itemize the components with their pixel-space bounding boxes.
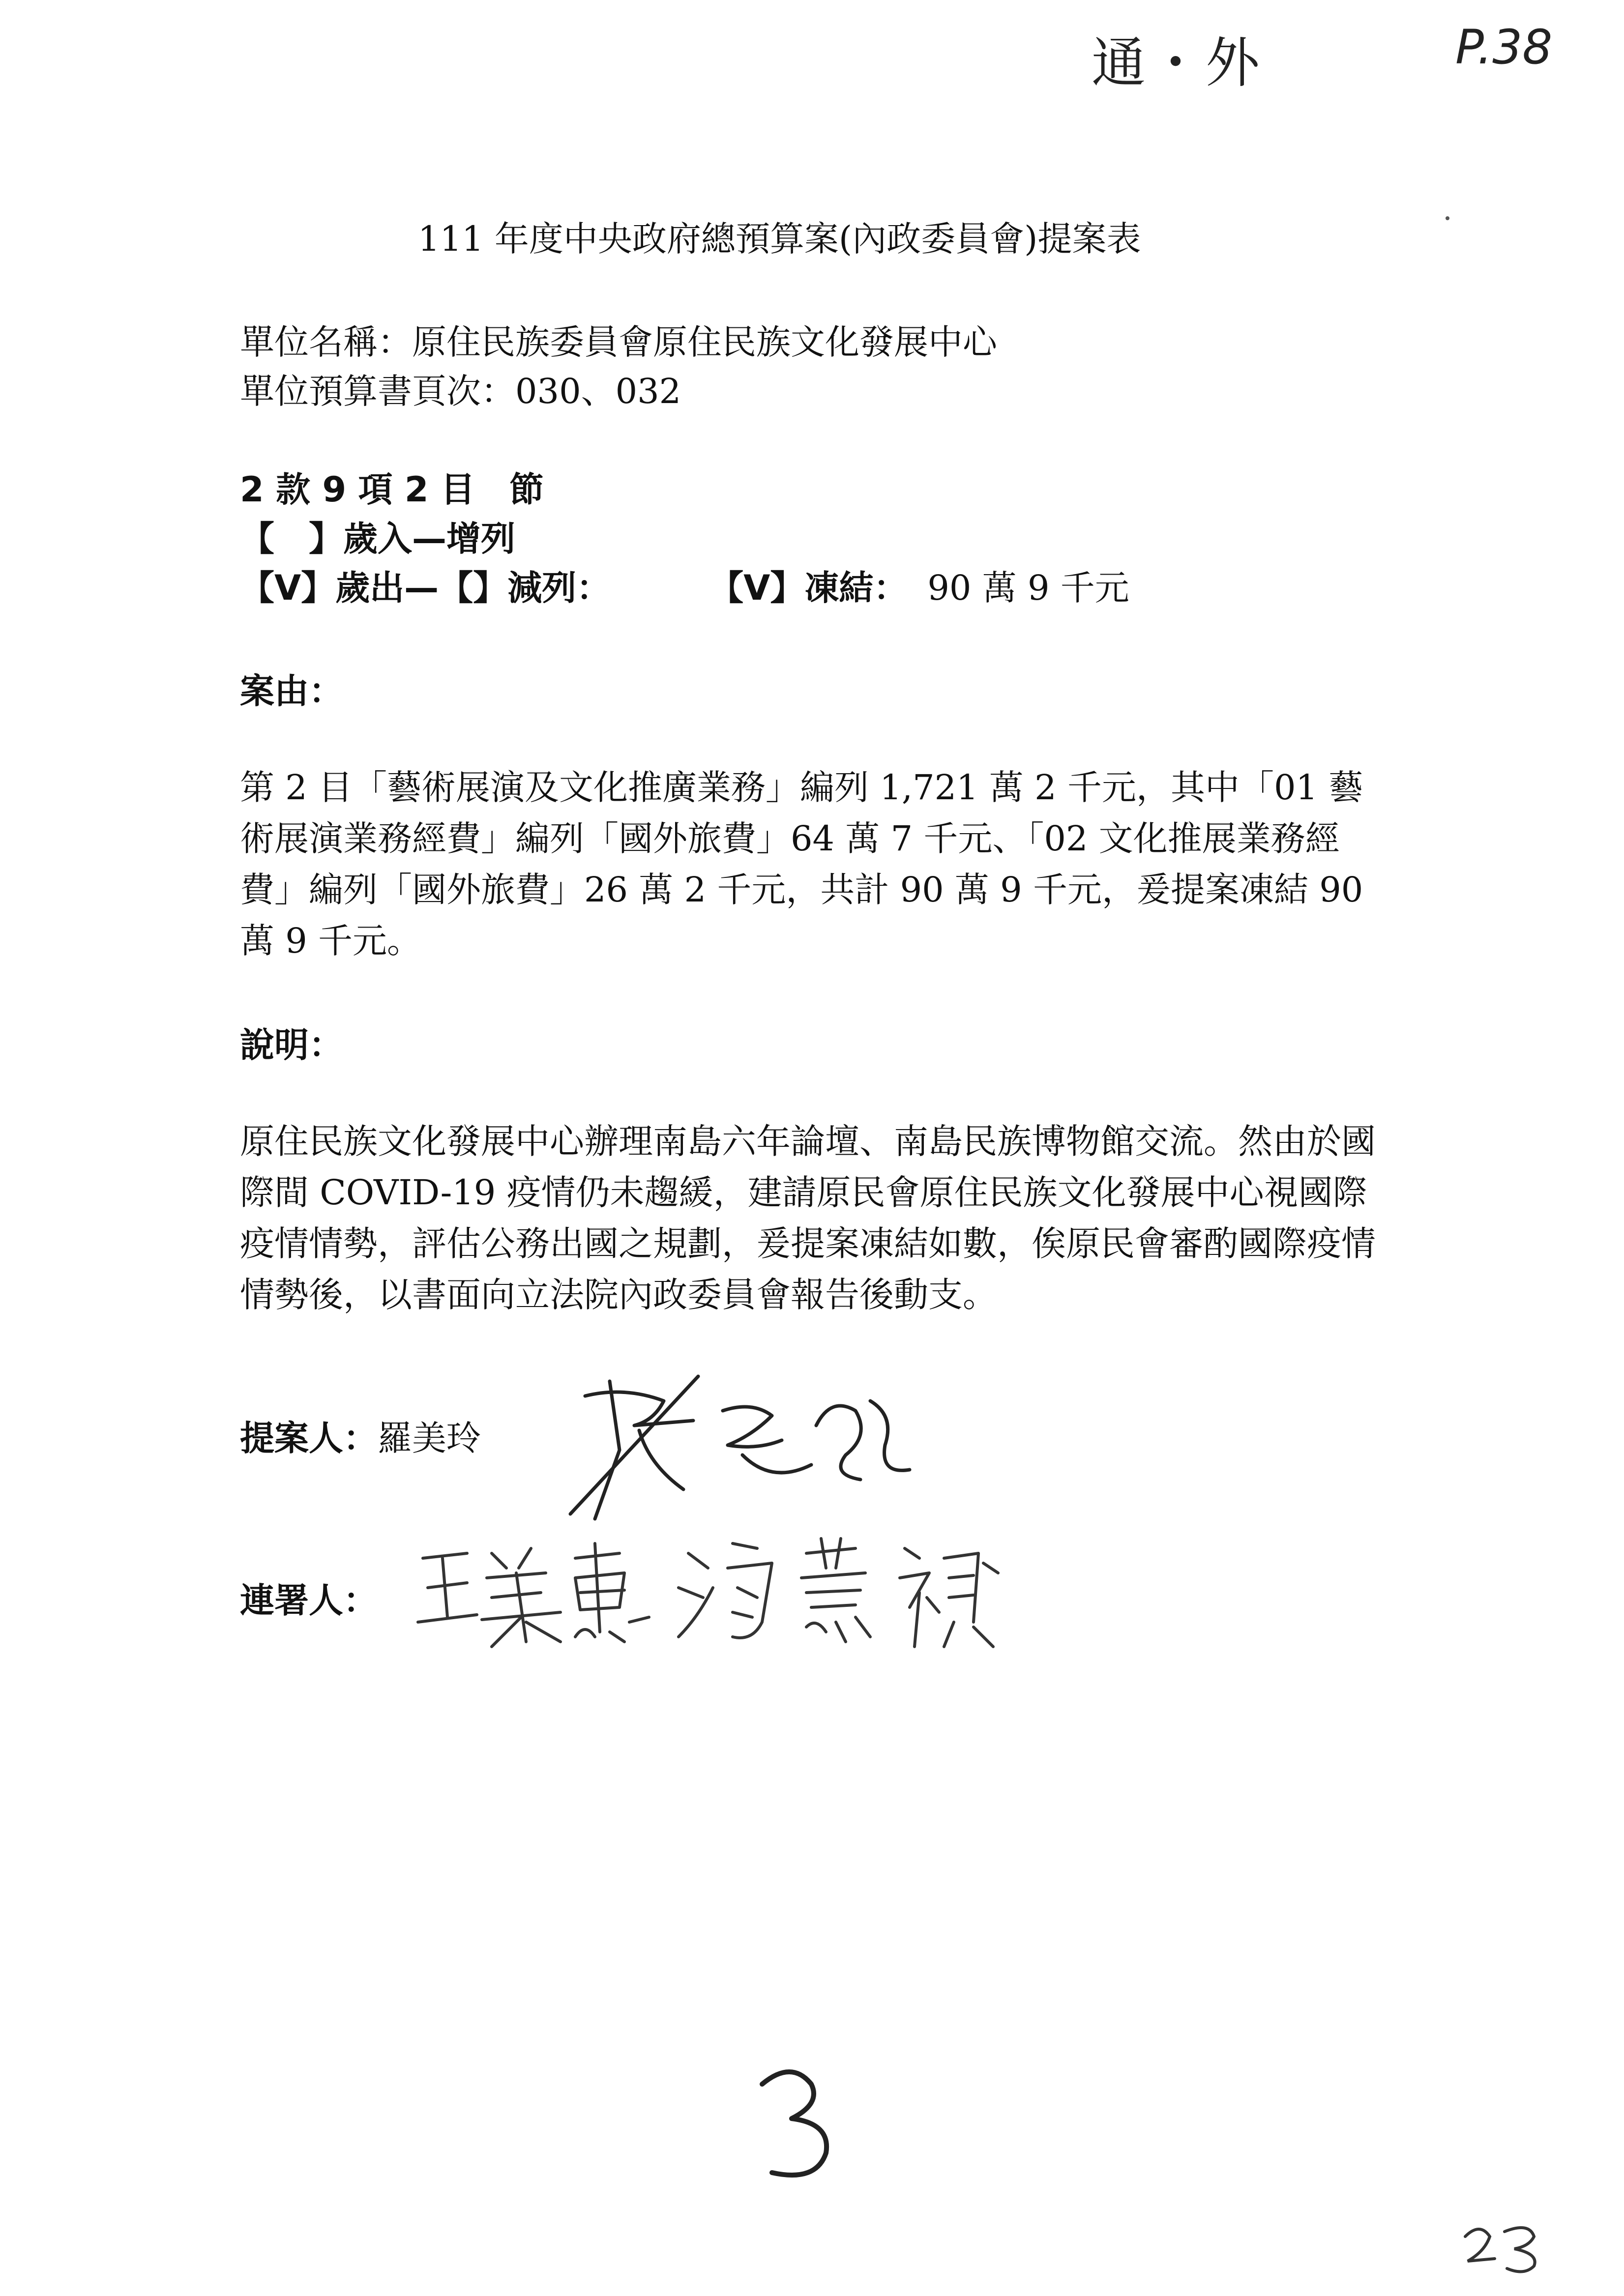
unit-page-line — [240, 364, 681, 413]
unit-name-label: 單位名稱： — [240, 322, 412, 362]
revenue-line — [240, 511, 515, 561]
reduce-text: 減列： — [507, 568, 611, 608]
reason-body: 第 2 目「藝術展演及文化推廣業務」編列 1,721 萬 2 千元，其中「01 藝術展演業務經費」編列「國外旅費」64 萬 7 千元、「02 文化推展業務經費」編列「國外旅費」26 萬 2 千元，共計 90 萬 9 千元，爰提案凍結 90 萬 9 千元。 — [240, 767, 1363, 961]
freeze-amount: 90 萬 9 千元 — [927, 568, 1129, 608]
revenue-text: 歲入—增列 — [343, 519, 515, 559]
budget-section-heading: 2 款 9 項 2 目 節 — [240, 469, 544, 510]
scan-speck — [1446, 216, 1449, 220]
handwritten-page-reference: P.38 — [1455, 20, 1553, 75]
reason-label: 案由： — [240, 671, 343, 711]
handwritten-page-number — [752, 2064, 841, 2182]
cosigner-label: 連署人： — [240, 1580, 378, 1621]
proposer-line — [240, 1411, 481, 1460]
freeze-checkbox: 【V】 — [709, 568, 805, 608]
expenditure-text: 歲出— — [335, 568, 439, 608]
cosigner-signatures — [413, 1524, 1092, 1652]
handwritten-corner-mark — [1460, 2222, 1549, 2276]
unit-name-value: 原住民族委員會原住民族文化發展中心 — [412, 322, 997, 362]
unit-name-line — [240, 315, 997, 364]
proposer-label: 提案人： — [240, 1418, 378, 1458]
unit-page-label: 單位預算書頁次： — [240, 371, 515, 411]
expenditure-line — [240, 560, 1129, 610]
handwritten-annotation: 通・外 — [1092, 31, 1263, 94]
freeze-text: 凍結： — [804, 568, 908, 608]
unit-page-value: 030、032 — [515, 371, 681, 411]
document-title: 111 年度中央政府總預算案(內政委員會)提案表 — [418, 219, 1141, 259]
reduce-checkbox: 【】 — [439, 568, 508, 608]
proposer-name: 羅美玲 — [378, 1418, 481, 1458]
revenue-checkbox: 【 】 — [240, 519, 343, 559]
expenditure-checkbox: 【V】 — [240, 568, 336, 608]
explanation-label: 說明： — [240, 1025, 343, 1065]
proposer-signature — [565, 1366, 919, 1529]
explanation-body: 原住民族文化發展中心辦理南島六年論壇、南島民族博物館交流。然由於國際間 COVID-19 疫情仍未趨緩，建請原民會原住民族文化發展中心視國際疫情情勢，評估公務出國之規劃，爰提案凍結如數，俟原民會審酌國際疫情情勢後，以書面向立法院內政委員會報告後動支。 — [240, 1121, 1376, 1315]
